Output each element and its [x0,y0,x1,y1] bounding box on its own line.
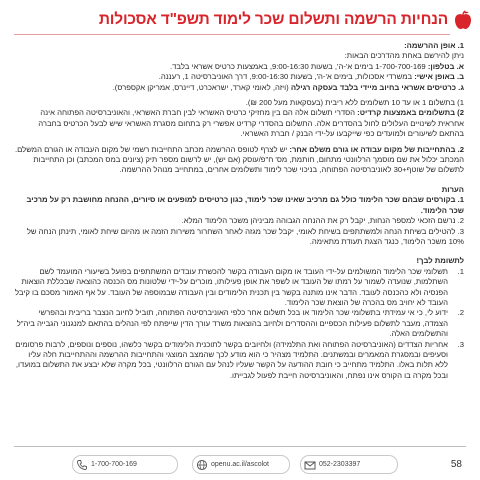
section-label: 2. בהתחייבות של מקום עבודה או גורם משלם אחר: [289,144,464,154]
registration-option-in-person [14,72,464,82]
payment-label: 2) בתשלומים באמצעות קרדיט: [357,108,464,118]
registration-option-phone [14,62,464,72]
mail-icon [304,459,316,471]
page-title: הנחיות הרשמה ותשלום שכר לימוד תשפ"ד אסכולות [98,11,448,28]
list-item [14,340,464,382]
note-item: 3. להטילים בשיחת הנחה ולמשתתפים בשיחת לאומי, יקבל שכר מגזה לאחר השחרור משירות הזמה או מהיום שיחת לאומי, תינתן הנחה של 10% משכר הלימוד, כנגד הצגת תעודת מתאימה. [26,226,464,246]
section-employer-payment [14,145,464,176]
attention-list [14,267,464,381]
payment-option-installments: 1) בתשלום 1 או עד 10 תשלומים ללא ריבית (בעסקאות מעל 200 ₪). [245,98,464,108]
phone-icon [76,459,88,471]
list-item-text: אחריות הצדדים (האוניברסיטה הפתוחה ואת התלמידה) ולחיובים בקשר לתוכנית הלימודים בקשר כלשהו, נוספים ונוספים, לרבות פרסומים וסעיפים ובמסגרת המאמרים ובמשתנים. התלמיד מצהיר כי הוא מודע לכך שהמצב המוצגי והתחייבות ההרשמה וההתחייבות חלה עליו ללא תלות באלו. התלמיד מתחייב כי חובת ההודעה על הקשר שעליו לנהל עם הגורם הרלוונטי, בכל מקרה שלא יבצע את התשלום במועדו, ובכל מקרה בו הקורס אינו נפתח, והאוניברסיטה חייבת לפעול לגבייתו. [15,339,448,380]
attention-title: לתשומת לבך! [416,256,464,266]
contact-text: 1-700-700-169 [91,461,137,468]
payment-option-credit [14,108,464,139]
list-item [14,308,464,339]
option-text: (ויזה, לאומי קארד, ישראכרט, דיינרס, אמריקן אקספרס). [112,82,291,92]
note-item: 1. בקורסים שבהם שכר הלימוד כולל גם מרכיב שאינו שכר לימוד, כגון כרטיסים למופעים או סיורים, ההנחה מחושבת רק על מרכיב שכר הלימוד. [26,195,464,215]
list-item-text: תשלומי שכר הלימוד המשולמים על-ידי העובד או מקום העבודה בקשר להכשרת עובדים המשתתפים בפועל בשיעורי המועמד לשם השתלמות, שנועדה לשמור על רמתו של העובד או לשפר את אופן פעילותו, מוכרים על-ידי שלטונות מס הכנסה כהוצאה שבכללת הוצאות הפנסיה ולא כהכנסה לעובד. הדבר אינו מותנה בקשר בין תכנית הלימודים ובין העבודה שבמוספה של העובד. על אף האמור מסכם בו קיבל העובד לא יחויב מס בהכרה של הוצאת שכר הלימוד. [14,266,448,307]
list-item-number: 2. [457,308,464,318]
contact-text: 052-2303397 [319,461,361,468]
section-registration-intro: ניתן להירשם באחת מהדרכים הבאות: [344,51,464,61]
list-item-text: ידוע לי, כי אי עמידתי בתשלומי שכר הלימוד או בכל תשלום אחר כלפי האוניברסיטה הפתוחה, תוביל לחיוב הנצבר בריבית ובהפרשי הצמדה, מעבר לתשלום פעילות הכספיים וההסדרים ולחיוב בהוצאות משרד עורך הדין שייפתח לפי הנהלים בהתאם למנגנוני הגבייה ביה"ל והתשלומים האלה. [16,308,448,339]
contact-phone-toll[interactable] [72,455,178,474]
document-body [14,41,464,381]
apple-icon [454,10,472,30]
title-divider [14,34,450,35]
page-number: 58 [450,459,462,470]
option-text: במשרדי אסכולות, בימים א'-ה', בשעות 9:00-16:30, דרך האוניברסיטה 1, רעננה. [158,72,415,82]
page-header [14,8,472,34]
section-text: יש לצרף לטופס ההרשמה מכתב התחייבות רשמי של מקום העבודה או הגורם המשלם. המכתב יכלול את שם מוסמך הרלוונטי מתחום, חותמת, מס' ח"פ/עוסק (אם יש), יש לרשום מספר תיק (ציונים במס המכתב) וכן התחייבות לתשלום של שוטף+30 לאוניברסיטה הפתוחה, בניכוי שכר לימוד ותשלומים אחרים, במתחייב מנוהל ההרשמה. [14,144,464,175]
notes-title: הערות [441,184,464,194]
payment-text: הסדרי תשלום אלה הם בין מחזיקי כרטיס האשראי לבין חברת האשראי, והאוניברסיטה הפתוחה אינה אחראית לשינויים העלולים לחול בהסדרים אלה. התשלום בהסדרי קרדיט אפשרי רק בתחום מסגרת האשראי שיש לבעל הכרטיס בחברה בהתאם לשיעורים ולמועדים כפי שייקבעו על-ידי הבנק / חברת האשראי. [38,108,464,139]
option-label: ג. כרטיסים אשראי בחיוב מיידי בלבד בעסקה רגילה [290,82,464,92]
option-label: א. בטלפון: [427,61,464,71]
section-registration-title: 1. אופן ההרשמה: [404,41,464,50]
footer-divider [14,446,466,447]
page-footer [0,446,480,480]
globe-icon [196,459,208,471]
option-label: ב. באופן אישי: [414,72,464,82]
contact-phone-mobile[interactable] [300,455,398,474]
option-text: 1-700-700-169 בימים א'-ה', בשעות 9:00-16:30, באמצעות כרטיס אשראי בלבד. [169,61,428,71]
list-item-number: 1. [457,266,464,276]
contact-text: openu.ac.il/ascolot [211,461,269,468]
note-item: 2. נרשם הזכאי למספר הנחות, יקבל רק את ההנחה הגבוהה מביניהן משכר הלימוד המלא. [181,216,464,226]
list-item-number: 3. [457,339,464,349]
contact-website[interactable] [192,455,290,474]
list-item [14,267,464,309]
registration-option-credit [14,83,464,93]
